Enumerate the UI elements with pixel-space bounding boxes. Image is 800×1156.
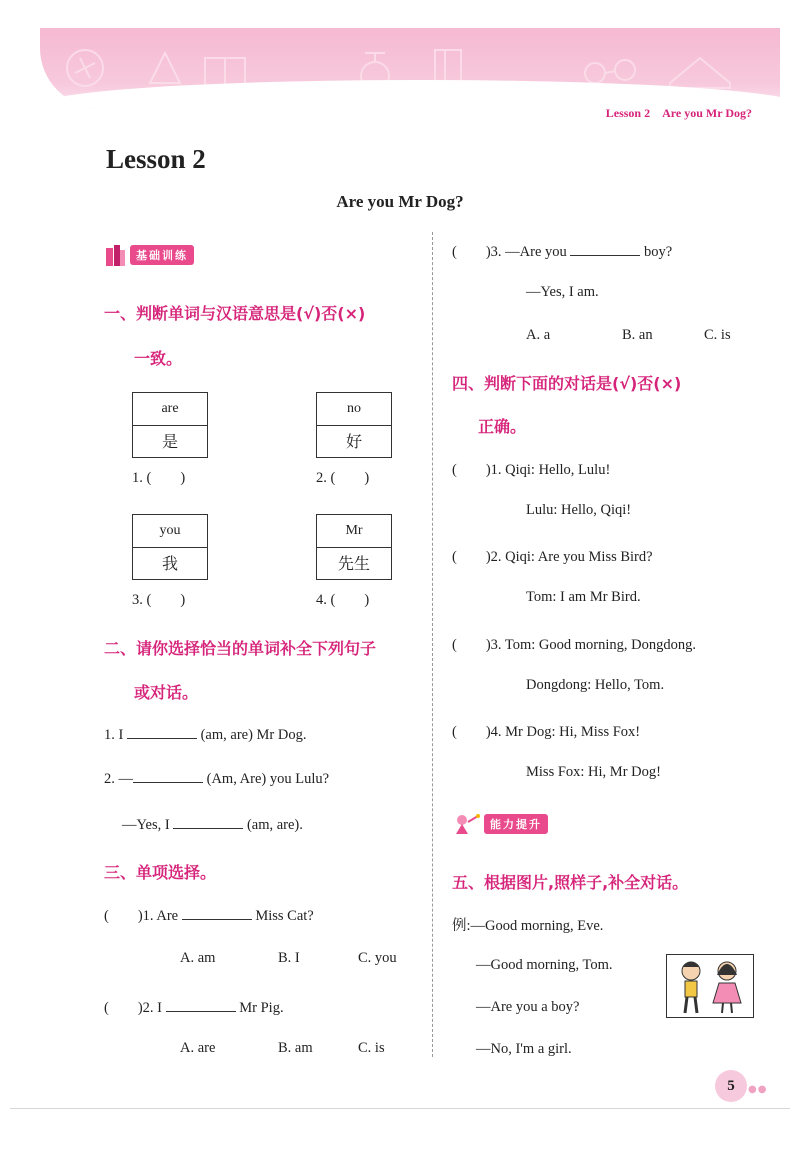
option[interactable]: B. I (278, 950, 300, 966)
basic-training-label: 基础训练 (130, 245, 194, 265)
page-number: 5 (715, 1070, 747, 1102)
question-text: ( )2. I (104, 1000, 162, 1016)
word-card (132, 392, 208, 458)
option[interactable]: A. am (180, 950, 216, 966)
card-chinese: 我 (161, 554, 178, 573)
fill-blank[interactable] (133, 768, 203, 783)
answer-blank[interactable]: 4. ( ) (316, 592, 370, 608)
fill-blank[interactable] (182, 905, 252, 920)
page-dots-decoration: ●● (748, 1084, 768, 1095)
card-english: Mr (317, 515, 391, 548)
question-text: —Yes, I (122, 817, 170, 833)
children-illustration-icon (667, 955, 753, 1017)
header-banner (40, 28, 780, 108)
card-chinese: 是 (161, 432, 178, 451)
section4-heading: 四、判断下面的对话是(√)否(×) (452, 374, 682, 393)
option[interactable]: B. an (622, 327, 653, 343)
card-english: no (317, 393, 391, 426)
books-icon (104, 242, 126, 268)
advanced-badge (452, 812, 548, 836)
dialog-line: ( )1. Qiqi: Hello, Lulu! (452, 462, 611, 478)
question-text: 2. — (104, 771, 133, 787)
fill-question-2 (104, 768, 329, 788)
footer-rule (10, 1108, 790, 1109)
advanced-label: 能力提升 (484, 814, 548, 834)
answer-blank[interactable]: 3. ( ) (132, 592, 186, 608)
page-title: Lesson 2 (106, 144, 206, 174)
column-divider (432, 232, 433, 1057)
option[interactable]: B. am (278, 1040, 313, 1056)
question-text: 1. I (104, 727, 124, 743)
section1-heading: 一、判断单词与汉语意思是(√)否(×) (104, 304, 366, 323)
question-text: (am, are) Mr Dog. (200, 727, 307, 743)
question-text: ( )1. Are (104, 908, 179, 924)
example-line: 例:—Good morning, Eve. (452, 918, 604, 934)
section3-heading: 三、单项选择。 (104, 863, 217, 882)
section4-heading-cont: 正确。 (478, 417, 527, 436)
word-card (316, 392, 392, 458)
example-line: —No, I'm a girl. (476, 1041, 572, 1057)
fill-blank[interactable] (173, 814, 243, 829)
question-text: Mr Pig. (239, 1000, 284, 1016)
question-text: (am, are). (246, 817, 303, 833)
running-header: Lesson 2 Are you Mr Dog? (605, 106, 752, 120)
option[interactable]: C. is (704, 327, 731, 343)
word-card (316, 514, 392, 580)
word-card (132, 514, 208, 580)
dialog-line: ( )3. Tom: Good morning, Dongdong. (452, 637, 697, 653)
question-text: ( )3. —Are you (452, 244, 567, 260)
dialog-line: Dongdong: Hello, Tom. (526, 677, 665, 693)
dialog-line: ( )4. Mr Dog: Hi, Miss Fox! (452, 724, 641, 740)
option[interactable]: A. are (180, 1040, 216, 1056)
fill-blank[interactable] (127, 724, 197, 739)
card-chinese: 先生 (337, 554, 370, 573)
answer-blank[interactable]: 1. ( ) (132, 470, 186, 486)
choice-question-1 (104, 904, 314, 925)
question-text: (Am, Are) you Lulu? (206, 771, 330, 787)
page-subtitle: Are you Mr Dog? (336, 192, 464, 211)
basic-training-badge (104, 242, 194, 268)
card-chinese: 好 (345, 432, 362, 451)
question-text: Miss Cat? (255, 908, 314, 924)
boy-girl-picture (666, 954, 754, 1018)
example-line: —Are you a boy? (476, 999, 580, 1015)
example-line: —Good morning, Tom. (476, 957, 613, 973)
dialog-line: ( )2. Qiqi: Are you Miss Bird? (452, 549, 653, 565)
fill-blank[interactable] (570, 241, 640, 256)
section2-heading-cont: 或对话。 (134, 683, 199, 702)
fairy-icon (452, 812, 480, 836)
card-english: are (133, 393, 207, 426)
fill-question-1 (104, 724, 306, 744)
dialog-line: Lulu: Hello, Qiqi! (526, 502, 632, 518)
question-text: boy? (644, 244, 673, 260)
dialog-line: Tom: I am Mr Bird. (526, 589, 641, 605)
section2-heading: 二、请你选择恰当的单词补全下列句子 (104, 639, 377, 658)
fill-blank[interactable] (166, 997, 236, 1012)
fill-question-2-reply (122, 814, 303, 834)
option[interactable]: A. a (526, 327, 551, 343)
option[interactable]: C. is (358, 1040, 385, 1056)
choice-question-2 (104, 996, 284, 1017)
card-english: you (133, 515, 207, 548)
option[interactable]: C. you (358, 950, 397, 966)
answer-blank[interactable]: 2. ( ) (316, 470, 370, 486)
question-reply: —Yes, I am. (526, 284, 599, 300)
dialog-line: Miss Fox: Hi, Mr Dog! (526, 764, 661, 780)
section5-heading: 五、根据图片,照样子,补全对话。 (452, 873, 689, 892)
choice-question-3 (452, 240, 672, 261)
section1-heading-cont: 一致。 (134, 349, 183, 368)
